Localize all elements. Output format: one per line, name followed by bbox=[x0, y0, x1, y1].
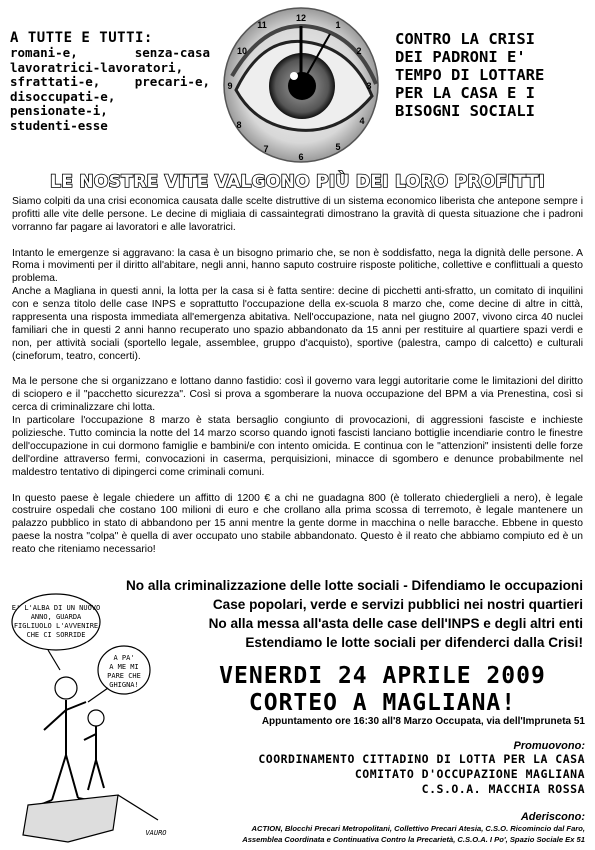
adherents-label: Aderiscono: bbox=[520, 811, 585, 823]
recipients-title: A TUTTE E TUTTI: bbox=[10, 30, 153, 46]
slogan: Case popolari, verde e servizi pubblici nei nostri quartieri bbox=[212, 597, 583, 612]
clock-number: 4 bbox=[359, 116, 365, 126]
paragraph: Intanto le emergenze si aggravano: la casa è un bisogno primario che, se non è soddisfatto, nega la dignità delle persone. A Roma i movimenti per il diritto all'abitare, negli anni, hanno saputo costruire risposte politiche, collettive e conflittuali a questo problema. bbox=[12, 247, 583, 285]
recipients-block bbox=[10, 30, 210, 133]
character-head bbox=[55, 677, 77, 699]
cartoon-illustration bbox=[8, 590, 178, 845]
adherents-line: Assemblea Coordinata e Continuativa Contro la Precarietà, C.S.O.A. I Po', Spazio Sociale Ex 51 bbox=[242, 835, 585, 844]
bubble-text: A ME MI bbox=[109, 663, 139, 671]
article-body bbox=[12, 196, 583, 570]
recipients-line: pensionate-i, bbox=[10, 103, 108, 118]
banner-title: LE NOSTRE VITE VALGONO PIÙ DEI LORO PROFITTI bbox=[50, 172, 545, 192]
event-block bbox=[180, 663, 585, 717]
bubble-text: PARE CHE bbox=[107, 672, 141, 680]
clock-number: 8 bbox=[236, 120, 242, 130]
clock-number: 10 bbox=[236, 46, 248, 56]
paragraph: Siamo colpiti da una crisi economica causata dalle scelte distruttive di un sistema economico liberista che antepone sempre i profitti alle vite delle persone. Le decine di migliaia di cassaintegrati dimostrano la gravità di questa situazione che i padroni vorranno far pagare ai lavoratori e alle lavoratrici. bbox=[12, 196, 583, 233]
promoter: C.S.O.A. MACCHIA ROSSA bbox=[421, 782, 585, 796]
clock-number: 9 bbox=[227, 81, 233, 91]
cartoon-signature: VAURO bbox=[145, 829, 167, 837]
promoter: COORDINAMENTO CITTADINO DI LOTTA PER LA CASA bbox=[258, 752, 585, 766]
recipients-line: sfrattati-e, precari-e, bbox=[10, 74, 210, 89]
slogan: No alla messa all'asta delle case dell'INPS e degli altri enti bbox=[208, 616, 583, 631]
recipients-line: lavoratrici-lavoratori, bbox=[10, 59, 184, 75]
clock-number: 1 bbox=[335, 20, 341, 30]
recipients-line: studenti-esse bbox=[10, 117, 108, 133]
clock-number: 5 bbox=[335, 142, 341, 152]
eye-highlight bbox=[290, 72, 298, 80]
clock-number: 11 bbox=[257, 20, 267, 30]
adherents-list bbox=[120, 823, 585, 845]
bubble-text: GHIGNA! bbox=[109, 681, 139, 689]
bubble-text: A PA' bbox=[113, 654, 135, 662]
promoters-label: Promuovono: bbox=[513, 740, 585, 752]
recipients-line: romani-e, senza-casa bbox=[10, 45, 210, 60]
paragraph: Ma le persone che si organizzano e lottano danno fastidio: così il governo vara leggi autoritarie come le limitazioni del diritto di sciopero e il "pacchetto sicurezza". Così si prova a sgomberare la nuova occupazione del BPM a via Prenestina, così si cerca di criminalizzare chi lotta. bbox=[12, 376, 583, 414]
clock-number: 7 bbox=[263, 144, 269, 154]
headline-line: DEI PADRONI E' bbox=[395, 48, 526, 66]
paragraph: In particolare l'occupazione 8 marzo è stata bersaglio congiunto di provocazioni, di aggressioni fasciste e inchieste poliziesche. Tutto comincia la notte del 14 marzo scorso quando ignoti fascisti lanciano bottiglie incendiarie contro le finestre dell'occupazione in cui dormono famiglie e bambini/e con intento omicida. E continua con le "attenzioni" insistenti delle forze dell'ordine attraverso fermi, convocazioni in caserma, perquisizioni, minacce di sgombero e denunce probabilmente nel maldestro tentativo di dipingerci come criminali comuni. bbox=[12, 415, 583, 478]
bubble-text: CHE CI SORRIDE bbox=[26, 631, 86, 639]
clock-number: 12 bbox=[295, 13, 307, 23]
headline-line: TEMPO DI LOTTARE bbox=[395, 66, 545, 84]
bubble-text: E' L'ALBA DI UN NUOVO bbox=[11, 604, 101, 612]
bubble-text: FIGLIUOLO L'AVVENIRE bbox=[13, 622, 99, 630]
slogan: No alla criminalizzazione delle lotte sociali - Difendiamo le occupazioni bbox=[125, 578, 583, 593]
paragraph: Anche a Magliana in questi anni, la lotta per la casa si è fatta sentire: decine di picchetti anti-sfratto, un comitato di inquilini con e senza titolo delle case INPS e soprattutto l'occupazione della ex-scuola 8 marzo che, come decine di altre in città, rappresenta una risposta immediata all'emergenza abitativa. Nell'occupazione, nata nel giugno 2007, vivono circa 40 nuclei familiari che in questi 2 anni hanno recuperato uno spazio abbandonato da 15 anni per restituire al quartiere spazi verdi e non, per attività sociali (sportello legale, assemblee, gruppo d'acquisto), sportive (palestra, campo di calcetto) e culturali (cineforum, teatro, concerti). bbox=[12, 286, 583, 362]
clock-number: 2 bbox=[356, 46, 362, 56]
headline-line: BISOGNI SOCIALI bbox=[395, 102, 535, 120]
event-title: CORTEO A MAGLIANA! bbox=[248, 690, 517, 716]
cliff bbox=[23, 795, 118, 842]
clock-number: 3 bbox=[366, 81, 372, 91]
promoter: COMITATO D'OCCUPAZIONE MAGLIANA bbox=[354, 767, 585, 781]
slogan: Estendiamo le lotte sociali per difenderci dalla Crisi! bbox=[245, 635, 583, 650]
eye-clock-illustration bbox=[222, 6, 380, 164]
bubble-text: ANNO, GUARDA bbox=[30, 613, 82, 621]
adherents-line: ACTION, Blocchi Precari Metropolitani, Collettivo Precari Atesia, C.S.O. Ricomincio dal Faro, bbox=[251, 824, 585, 833]
promoters-list bbox=[150, 752, 585, 797]
recipients-line: disoccupati-e, bbox=[10, 88, 116, 104]
headline-line: CONTRO LA CRISI bbox=[395, 30, 535, 48]
character-head bbox=[88, 710, 104, 726]
headline-block bbox=[395, 30, 585, 120]
event-date: VENERDI 24 APRILE 2009 bbox=[219, 663, 546, 689]
event-appointment: Appuntamento ore 16:30 all'8 Marzo Occupata, via dell'Impruneta 51 bbox=[261, 716, 585, 727]
headline-line: PER LA CASA E I bbox=[395, 84, 535, 102]
clock-number: 6 bbox=[298, 152, 304, 162]
paragraph: In questo paese è legale chiedere un affitto di 1200 € a chi ne guadagna 800 (è tollerato chiederglieli a nero), è legale costruire ospedali che costano 100 milioni di euro e che crollano alla prima scossa di terremoto, è legale mantenere un palazzo pubblico in stato di abbandono per 15 anni mentre la gente dorme in macchina o nelle baracche. Ebbene in questo paese la nostra "colpa" è quella di aver occupato uno stabile abbandonato. Questo è il reato che abbiamo compiuto ed è un reato che riteniamo necessario! bbox=[12, 492, 583, 556]
